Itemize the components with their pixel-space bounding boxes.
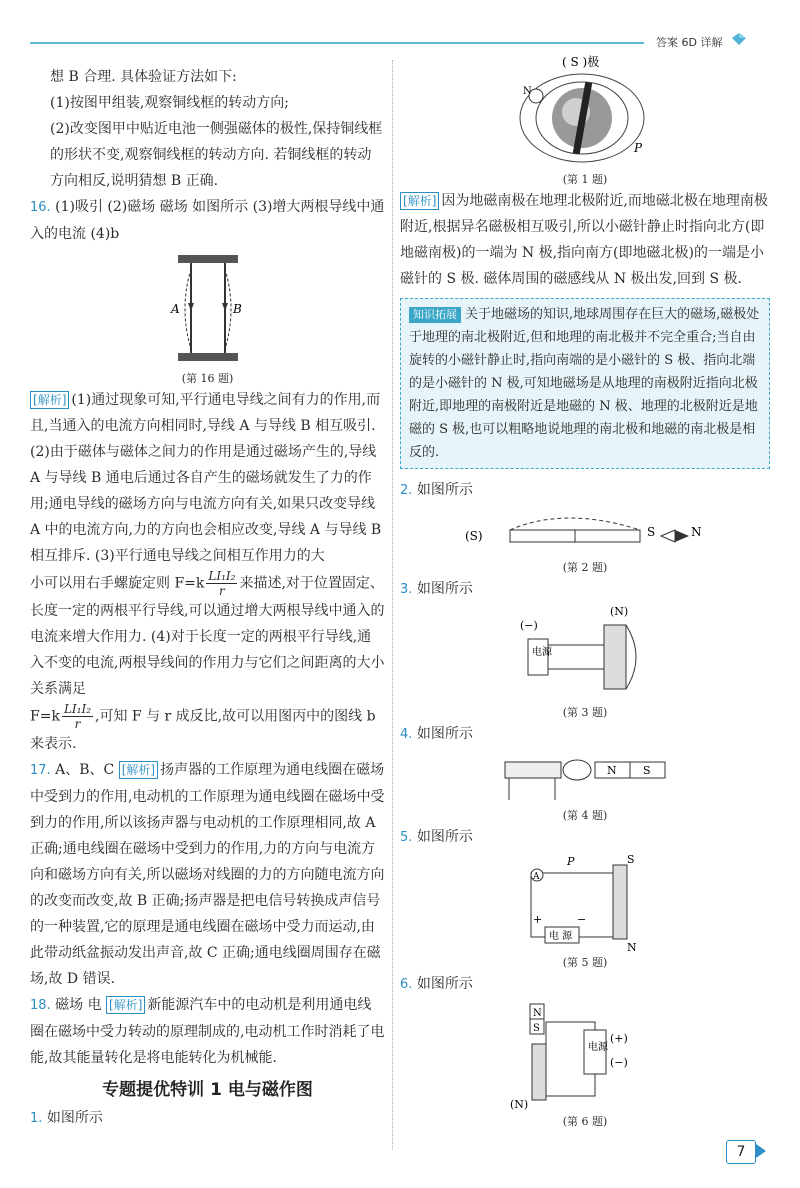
svg-text:(+): (+): [610, 1032, 628, 1045]
svg-text:S: S: [627, 853, 635, 866]
svg-text:−: −: [577, 913, 587, 926]
paragraph: (1)按图甲组装,观察铜线框的转动方向;: [50, 95, 289, 111]
q2-caption: (第 2 题): [562, 561, 608, 574]
q18-answer: [30, 992, 385, 1071]
right-column: [400, 50, 770, 1130]
q16-explanation: [30, 387, 385, 569]
svg-text:S: S: [533, 1023, 540, 1034]
svg-text:N: N: [627, 941, 637, 953]
q18-answer-text: 磁场 电: [55, 997, 102, 1013]
fig1-earth-diagram: [510, 52, 660, 170]
left-column: [30, 64, 385, 1132]
svg-text:电源: 电源: [532, 647, 552, 658]
analysis-tag: [ 解析 ]: [119, 761, 158, 779]
q16-exp-text: (1)通过现象可知,平行通电导线之间有力的作用,而且,当通入的电流方向相同时,导线 A 与导线 B 相互吸引. (2)由于磁体与磁体之间力的作用是通过磁场产生的,导线 A 与导线 B 通电后通过各自产生的磁场就发生了力的作用;通电导线的磁场方向与电流方向有关,如果只改变导线 A 中的电流方向,力的方向也会相应改变,导线 A 与导线 B 相互排斥. (3)平行通电导线之间相互作用力的大: [30, 392, 382, 564]
svg-text:N: N: [607, 764, 617, 777]
svg-text:P: P: [567, 855, 575, 868]
q4-caption: (第 4 题): [562, 809, 608, 822]
q16-caption: (第 16 题): [181, 372, 234, 385]
s1-text: 如图所示: [46, 1110, 103, 1126]
q17-answer: [30, 757, 385, 992]
q16-answer-text: (1)吸引 (2)磁场 磁场 如图所示 (3)增大两根导线中通入的电流 (4)b: [30, 199, 385, 242]
fig1-exp-text: 因为地磁南极在地理北极附近,而地磁北极在地理南极附近,根据异名磁极相互吸引,所以小磁针静止时指向北方(即地磁南极)的一端为 N 极,指向南方(即地磁北极)的一端是小磁针的 S 极. 磁体周围的磁感线从 N 极出发,回到 S 极.: [400, 193, 768, 287]
formula-fraction: $\frac{\text{LI₁I₂}}{r}$: [208, 569, 236, 598]
q5-label: 5. 如图所示: [400, 829, 473, 845]
q3-caption: (第 3 题): [562, 706, 608, 719]
svg-text:S: S: [643, 764, 651, 777]
analysis-tag: [ 解析 ]: [30, 391, 69, 409]
formula-prefix: F=k: [30, 708, 60, 725]
q3-label: 3. 如图所示: [400, 581, 473, 597]
formula-suffix: ,可知 F 与 r 成反比,故可以用图丙中的图线 b 来表示.: [30, 708, 376, 752]
q17-number: 17.: [30, 763, 51, 778]
q17-exp-text: 扬声器的工作原理为通电线圈在磁场中受到力的作用,电动机的工作原理为通电线圈在磁场中受到力的作用,所以该扬声器与电动机的工作原理相同,故 A 正确;通电线圈在磁场中受到力的作用,力的方向与电流方向和磁场方向有关,所以磁场对线圈的力的方向随电流方向的改变而改变,故 B 正确;扬声器是把电信号转换成声信号的一种装置,它的原理是通电线圈在磁场中受力而运动,由此带动纸盆振动发出声音,故 C 正确;通电线圈周围存在磁场,故 D 错误.: [30, 762, 385, 987]
s1-answer: [30, 1105, 385, 1132]
knowledge-text: 关于地磁场的知识,地球周围存在巨大的磁场,磁极处于地理的南北极附近,但和地理的南北极并不完全重合;当自由旋转的小磁针静止时,指向南端的是小磁针的 S 极、指向北端的是小磁针的 N 极,可知地磁场是从地理的南极附近指向北极附近,即地理的南极附近是地磁的 N 极、地理的北极附近是地磁的 S 极,也可以粗略地说地理的南北极和地磁的南北极是相反的.: [409, 307, 760, 460]
q18-number: 18.: [30, 998, 51, 1013]
header-rule: [30, 42, 644, 44]
svg-text:电 源: 电 源: [549, 931, 573, 942]
fig1-p: P: [634, 141, 643, 155]
q3-solenoid-figure: [510, 605, 660, 703]
analysis-tag: [ 解析 ]: [400, 192, 439, 210]
q17-answer-text: A、B、C: [55, 762, 115, 778]
formula-prefix: 小可以用右手螺旋定则 F=k: [30, 575, 205, 592]
page-number: 7: [726, 1140, 756, 1164]
q6-label: 6. 如图所示: [400, 976, 473, 992]
q6-circuit-figure: [510, 1000, 660, 1112]
page-arrow-icon: [756, 1140, 768, 1162]
fig1-caption: (第 1 题): [562, 173, 608, 186]
q2-label: 2. 如图所示: [400, 482, 473, 498]
q16-formula-line: [30, 569, 385, 702]
gem-icon: [732, 33, 746, 45]
svg-text:N: N: [533, 1008, 542, 1019]
section-title: 专题提优特训 1 电与磁作图: [102, 1080, 313, 1100]
header-label: 答案 6D 详解: [656, 36, 723, 49]
analysis-tag: [ 解析 ]: [106, 996, 145, 1014]
knowledge-tag: 知识拓展: [409, 307, 461, 323]
svg-text:A: A: [533, 872, 540, 882]
svg-text:S: S: [647, 525, 656, 539]
column-divider: [392, 60, 393, 1150]
q5-circuit-figure: [515, 853, 655, 953]
svg-text:N: N: [691, 525, 702, 539]
q16-answer: [30, 194, 385, 247]
q16-figure: [153, 249, 263, 369]
q18-exp-text: 新能源汽车中的电动机是利用通电线圈在磁场中受力转动的原理制成的,电动机工作时消耗了电能,故其能量转化是将电能转化为机械能.: [30, 997, 385, 1066]
fig1-pole-label: ( S )极: [562, 55, 600, 69]
label-a: A: [170, 302, 180, 316]
paragraph: (2)改变图甲中贴近电池一侧强磁体的极性,保持铜线框的形状不变,观察铜线框的转动方向. 若铜线框的转动方向相反,说明猜想 B 正确.: [50, 121, 383, 189]
s1-number: 1.: [30, 1111, 43, 1126]
svg-text:(N): (N): [510, 1098, 529, 1111]
q5-caption: (第 5 题): [562, 956, 608, 969]
svg-text:(S): (S): [465, 529, 483, 543]
svg-text:(N): (N): [610, 605, 629, 618]
fig1-explanation: [400, 188, 770, 292]
fig1-n: N: [523, 86, 532, 97]
svg-text:+: +: [533, 913, 543, 926]
q4-coil-magnet-figure: [495, 750, 675, 806]
knowledge-box: [400, 298, 770, 469]
q16-number: 16.: [30, 200, 51, 215]
q16-formula-line2: [30, 702, 385, 757]
paragraph: 想 B 合理. 具体验证方法如下:: [50, 69, 237, 85]
label-b: B: [232, 302, 242, 316]
q2-bar-magnet-figure: [465, 506, 705, 558]
svg-text:电源: 电源: [588, 1042, 608, 1053]
q6-caption: (第 6 题): [562, 1115, 608, 1128]
svg-text:(−): (−): [610, 1056, 628, 1069]
svg-text:(−): (−): [520, 619, 538, 632]
formula-fraction: $\frac{\text{LI₁I₂}}{r}$: [63, 702, 92, 731]
q4-label: 4. 如图所示: [400, 726, 473, 742]
formula-suffix: 来描述,对于位置固定、长度一定的两根平行导线,可以通过增大两根导线中通入的电流来增大作用力. (4)对于长度一定的两根平行导线,通入不变的电流,两根导线间的作用力与它们之间距离的大小关系满足: [30, 575, 385, 697]
